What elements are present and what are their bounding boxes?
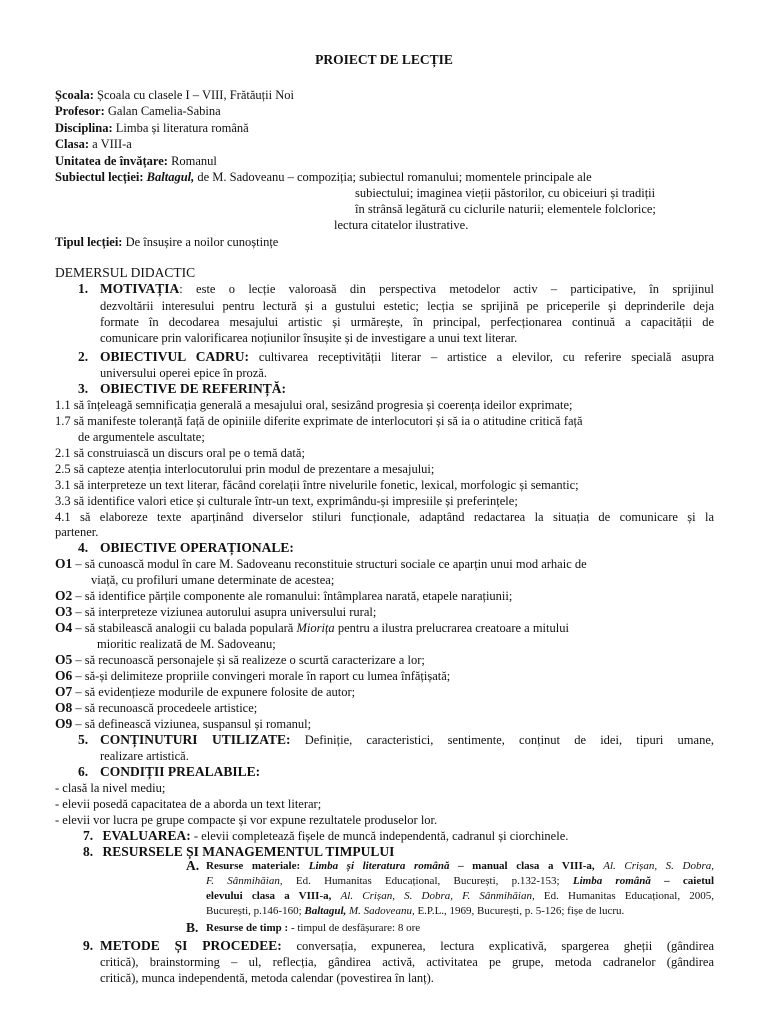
evaluation-label: EVALUAREA: [102, 828, 191, 843]
reference-objective-2-5: 2.5 să capteze atenția interlocutorului prin modul de prezentare a mesajului; [55, 462, 435, 476]
motivation-line-2: dezvoltării interesului pentru lectură și a gustului estetic; lecția se sprijină pe priceperile și deprinderile deja [100, 299, 714, 313]
evaluation-line [83, 829, 568, 843]
time-resources-text: - timpul de desfășurare: 8 ore [290, 922, 421, 934]
book-title-1: Limba și literatura română [308, 860, 450, 872]
framework-objective-number: 2. [78, 349, 89, 364]
subject-label: Subiectul lecției: [55, 170, 144, 184]
class-value: a VIII-a [92, 137, 132, 151]
contents-line-2: realizare artistică. [100, 749, 189, 763]
page-title: PROIECT DE LECȚIE [315, 52, 453, 67]
motivation-text-1: : este o lecție valoroasă din perspectiva metodelor activ – participative, în sprijinul [179, 282, 714, 296]
reference-objective-1-1: 1.1 să înțeleagă semnificația generală a mesajului oral, sesizând progresia și coerența ideilor exprimate; [55, 398, 573, 412]
subject-line-1: de M. Sadoveanu – compoziția; subiectul romanului; momentele principale ale [197, 170, 592, 184]
objective-code: O5 [55, 652, 73, 667]
motivation-label: MOTIVAȚIA [100, 281, 180, 296]
objective-text: – să evidențieze modurile de expunere folosite de autor; [75, 685, 356, 699]
framework-objective-line-1 [100, 350, 714, 364]
methods-label: METODE ȘI PROCEDEE: [100, 938, 282, 953]
book-3-author: M. Sadoveanu, [349, 905, 415, 917]
objective-code: O7 [55, 684, 73, 699]
contents-number: 5. [78, 732, 89, 747]
framework-objective-text-1: cultivarea receptivității literar – artistice a elevilor, cu referire specială asupra [258, 350, 715, 364]
framework-objective-label: OBIECTIVUL CADRU: [100, 349, 249, 364]
reference-objective-1-7: 1.7 să manifeste toleranță față de opiniile diferite exprimate de interlocutori și să ia o atitudine critică față [55, 414, 583, 428]
operational-objective-o4-cont: mioritic realizată de M. Sadoveanu; [97, 637, 276, 651]
unit-value: Romanul [171, 154, 217, 168]
operational-objectives-number: 4. [78, 540, 89, 555]
operational-objective-o4 [55, 621, 569, 635]
discipline-value: Limba și literatura română [115, 121, 249, 135]
discipline-label: Disciplina: [55, 121, 113, 135]
operational-objective-o3 [55, 605, 376, 619]
evaluation-text: - elevii completează fișele de muncă independentă, cadranul și ciorchinele. [193, 829, 569, 843]
material-resources-line-1 [206, 860, 714, 873]
prerequisites-label: CONDIȚII PREALABILE: [100, 764, 261, 779]
operational-objective-o8 [55, 701, 257, 715]
motivation-line-4: comunicare prin valorificarea noțiunilor însușite și de investigare a unui text literar. [100, 331, 518, 345]
time-resources-letter: B. [186, 920, 199, 935]
class-label: Clasa: [55, 137, 90, 151]
teacher-value: Galan Camelia-Sabina [107, 104, 221, 118]
objective-code: O9 [55, 716, 73, 731]
section-heading-demers: DEMERSUL DIDACTIC [55, 265, 196, 280]
book-1-publisher: Ed. Humanitas Educațional, București, p.132-153; [295, 875, 560, 887]
objective-code: O6 [55, 668, 73, 683]
subject-line [55, 170, 592, 184]
operational-objective-o9 [55, 717, 311, 731]
reference-objectives-number: 3. [78, 381, 89, 396]
objective-text: – să interpreteze viziunea autorului asupra universului rural; [75, 605, 377, 619]
unit-line [55, 154, 217, 168]
reference-objective-3-1: 3.1 să interpreteze un text literar, făcând corelații între nivelurile fonetic, lexical, morfologic și semantic; [55, 478, 579, 492]
methods-text-1: conversația, expunerea, lectura explicativă, spargerea gheții (gândirea [296, 939, 715, 953]
school-label: Școala: [55, 88, 94, 102]
material-resources-line-3 [206, 890, 714, 903]
book-3-publisher: E.P.L., 1969, București, p. 5-126; fișe de lucru. [417, 905, 625, 917]
objective-text: – să identifice părțile componente ale romanului: întâmplarea narată, etapele narațiunii; [75, 589, 513, 603]
objective-code: O2 [55, 588, 73, 603]
resources-number: 8. [83, 844, 94, 859]
objective-code: O8 [55, 700, 73, 715]
resources-heading [83, 845, 394, 859]
resources-label: RESURSELE ȘI MANAGEMENTUL TIMPULUI [102, 844, 395, 859]
operational-objectives-label: OBIECTIVE OPERAȚIONALE: [100, 540, 294, 555]
subject-line-2: subiectului; imaginea vieții păstorilor, cu obiceiuri și tradiții [355, 186, 656, 200]
reference-objectives-label: OBIECTIVE DE REFERINȚĂ: [100, 381, 287, 396]
motivation-number: 1. [78, 281, 89, 296]
book-2-subtitle: elevului clasa a VIII-a, [206, 890, 332, 902]
operational-objective-o1 [55, 557, 587, 571]
reference-objective-3-3: 3.3 să identifice valori etice și culturale într-un text, exprimându-și impresiile și preferințele; [55, 494, 518, 508]
objective-text: – să recunoască procedeele artistice; [75, 701, 258, 715]
reference-objective-4-1: 4.1 să elaboreze texte aparținând diverselor stiluri funcționale, adaptând redactarea la situația de comunicare și la [55, 510, 714, 524]
reference-objective-2-1: 2.1 să construiască un discurs oral pe o temă dată; [55, 446, 305, 460]
material-resources-label: Resurse materiale: [206, 860, 301, 872]
book-2-publisher: Ed. Humanitas Educațional, 2005, [543, 890, 715, 902]
teacher-label: Profesor: [55, 104, 105, 118]
prerequisite-item: - elevii posedă capacitatea de a aborda un text literar; [55, 797, 322, 811]
motivation-line-3: formate în decodarea mesajului artistic și urmărește, în principal, perfecționarea continuă a capacității de [100, 315, 714, 329]
time-resources-line [206, 922, 420, 935]
operational-objective-o5 [55, 653, 425, 667]
objective-text: – să definească viziunea, suspansul și romanul; [75, 717, 312, 731]
discipline-line [55, 121, 249, 135]
lesson-type-line [55, 235, 278, 249]
objective-text: – să cunoască modul în care M. Sadoveanu reconstituie structuri sociale ce aparțin unui mod arhaic de [75, 557, 587, 571]
objective-text-a: – să stabilească analogii cu balada populară [75, 621, 297, 635]
operational-objective-o6 [55, 669, 450, 683]
time-resources-label: Resurse de timp : [206, 922, 289, 934]
school-line [55, 88, 294, 102]
prerequisites-number: 6. [78, 764, 89, 779]
reference-objective-1-7-cont: de argumentele ascultate; [78, 430, 205, 444]
operational-objective-o2 [55, 589, 512, 603]
framework-objective-line-2: universului operei epice în proză. [100, 366, 267, 380]
contents-line-1 [100, 733, 714, 747]
material-resources-letter: A. [186, 858, 200, 873]
book-title-3: Baltagul, [304, 905, 347, 917]
methods-line-2: critică), brainstorming – ul, reflecția, gândirea activă, activitatea pe grupe, metoda cadranelor (gândirea [100, 955, 714, 969]
prerequisite-item: - elevii vor lucra pe grupe compacte și vor expune rezultatele produselor lor. [55, 813, 438, 827]
operational-objective-o7 [55, 685, 355, 699]
unit-label: Unitatea de învățare: [55, 154, 168, 168]
objective-text: – să-și delimiteze propriile convingeri morale în raport cu lumea înfățișată; [75, 669, 451, 683]
subject-work-title: Baltagul, [146, 170, 195, 184]
operational-objective-o1-cont: viață, cu profiluri umane determinate de acestea; [91, 573, 335, 587]
material-resources-line-2 [206, 875, 714, 888]
objective-code: O4 [55, 620, 73, 635]
evaluation-number: 7. [83, 828, 94, 843]
book-1-authors: Al. Crișan, S. Dobra, [603, 860, 715, 872]
book-2-publisher-cont: București, p.146-160; [206, 905, 302, 917]
motivation-line-1 [100, 282, 714, 296]
methods-number: 9. [83, 938, 94, 953]
reference-objective-4-1-cont: partener. [55, 525, 99, 539]
book-1-rest: – manual clasa a VIII-a, [458, 860, 595, 872]
objective-code: O3 [55, 604, 73, 619]
objective-text-b: pentru a ilustra prelucrarea creatoare a mitului [334, 621, 569, 635]
methods-line-1 [100, 939, 714, 953]
contents-label: CONȚINUTURI UTILIZATE: [100, 732, 291, 747]
book-2-authors: Al. Crișan, S. Dobra, F. Sânmihăian, [340, 890, 535, 902]
lesson-type-label: Tipul lecției: [55, 235, 123, 249]
lesson-type-value: De însușire a noilor cunoștințe [125, 235, 279, 249]
subject-line-3: în strânsă legătură cu ciclurile naturii; elementele folclorice; [355, 202, 656, 216]
objective-text: – să recunoască personajele și să realizeze o scurtă caracterizare a lor; [75, 653, 425, 667]
teacher-line [55, 104, 221, 118]
prerequisite-item: - clasă la nivel mediu; [55, 781, 166, 795]
book-title-2: Limba română [572, 875, 651, 887]
material-resources-line-4 [206, 905, 624, 918]
book-2-rest: – caietul [664, 875, 715, 887]
subject-line-4: lectura citatelor ilustrative. [334, 218, 469, 232]
objective-work-title: Miorița [296, 621, 335, 635]
book-1-authors-cont: F. Sânmihăian, [206, 875, 283, 887]
school-value: Școala cu clasele I – VIII, Frătăuții Noi [97, 88, 294, 102]
objective-code: O1 [55, 556, 73, 571]
contents-text-1: Definiție, caracteristici, sentimente, conținut de idei, tipuri umane, [304, 733, 714, 747]
methods-line-3: critică), munca independentă, metoda calendar (povestirea în lanț). [100, 971, 434, 985]
class-line [55, 137, 132, 151]
